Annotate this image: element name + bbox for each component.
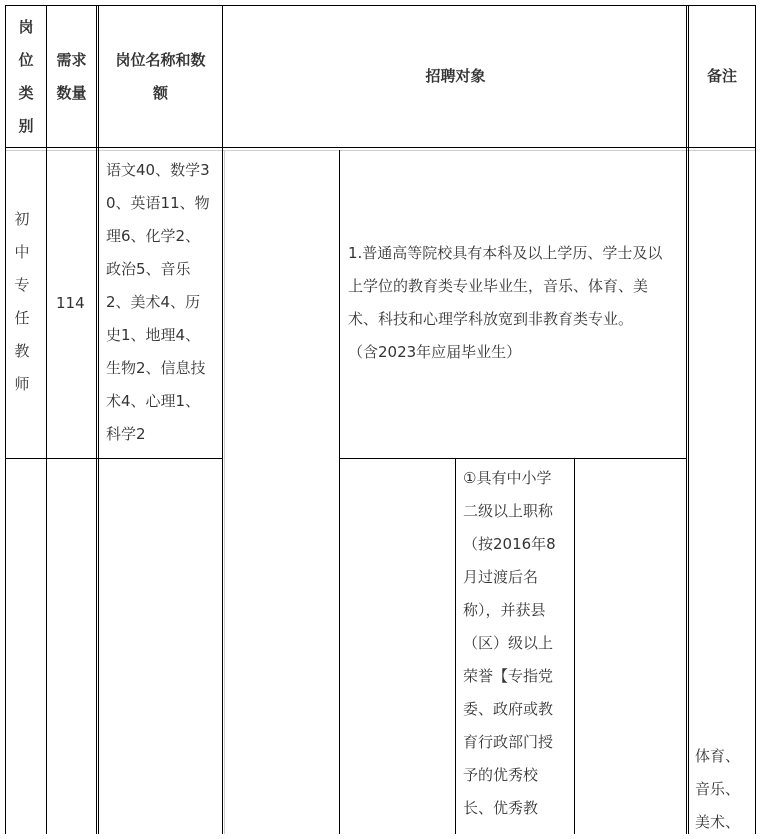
- row1-position-line: 术4、心理1、: [106, 392, 201, 410]
- row2-target-sub-line: （按2016年8: [463, 535, 556, 553]
- row2-target-sub-line: 委、政府或教: [463, 700, 554, 718]
- row1-position-line: 政治5、音乐: [106, 260, 191, 278]
- row2-target-sub-line: 长、优秀教: [463, 799, 539, 817]
- header-quantity-line: 数量: [56, 84, 87, 102]
- row2-remarks-line: 体育、: [695, 747, 741, 765]
- header-category-line: 类: [18, 84, 34, 102]
- row1-category-char: 中: [14, 243, 30, 261]
- row1-target-line: 1.普通高等院校具有本科及以上学历、学士及以: [348, 244, 663, 262]
- row1-category-char: 教: [14, 342, 30, 360]
- row1-position-line: 语文40、数学3: [106, 161, 210, 179]
- row1-category: [6, 203, 38, 401]
- row1-position-line: 理6、化学2、: [106, 227, 201, 245]
- row1-category-char: 初: [14, 210, 30, 228]
- header-category-line: 位: [18, 51, 34, 69]
- row2-target-sub-line: 予的优秀校: [463, 766, 539, 784]
- row2-remarks-line: 美术、: [695, 813, 741, 831]
- header-category-line: 别: [18, 117, 34, 135]
- header-remarks: 备注: [706, 67, 737, 85]
- row1-target: [348, 237, 662, 369]
- header-category-line: 岗: [18, 18, 34, 36]
- row2-target-sub-line: ①具有中小学: [463, 469, 552, 487]
- header-quantity-line: 需求: [56, 51, 87, 69]
- row1-target-line: 术、科技和心理学科放宽到非教育类专业。: [348, 310, 634, 328]
- row2-target-sub-line: （区）级以上: [463, 634, 554, 652]
- header-quantity: [47, 44, 96, 110]
- row2-target-sub-line: 育行政部门授: [463, 733, 554, 751]
- row1-category-char: 任: [14, 309, 30, 327]
- row2-target-sub-line: 称），并获县: [463, 601, 546, 619]
- row1-quantity: 114: [56, 294, 85, 312]
- header-position-name: [99, 44, 222, 110]
- row1-positions: [106, 154, 210, 451]
- header-position-name-line: 额: [152, 84, 168, 102]
- row2-remarks-line: 音乐、: [695, 780, 741, 798]
- row1-target-line: 上学位的教育类专业毕业生，音乐、体育、美: [348, 277, 649, 295]
- row2-remarks: [695, 740, 740, 839]
- header-target: 招聘对象: [425, 67, 486, 85]
- row1-target-line: （含2023年应届毕业生）: [348, 343, 522, 361]
- header-category: [6, 11, 46, 143]
- row2-target-sub: [463, 462, 556, 825]
- row1-position-line: 0、英语11、物: [106, 194, 210, 212]
- row1-category-char: 专: [14, 276, 30, 294]
- row1-position-line: 史1、地理4、: [106, 326, 201, 344]
- row2-target-sub-line: 二级以上职称: [463, 502, 554, 520]
- row2-target-sub-line: 月过渡后名: [463, 568, 539, 586]
- row1-position-line: 2、美术4、历: [106, 293, 201, 311]
- row2-target-sub-line: 荣誉【专指党: [463, 667, 554, 685]
- header-position-name-line: 岗位名称和数: [115, 51, 206, 69]
- row1-category-char: 师: [14, 375, 30, 393]
- row1-position-line: 生物2、信息技: [106, 359, 206, 377]
- row1-position-line: 科学2: [106, 425, 146, 443]
